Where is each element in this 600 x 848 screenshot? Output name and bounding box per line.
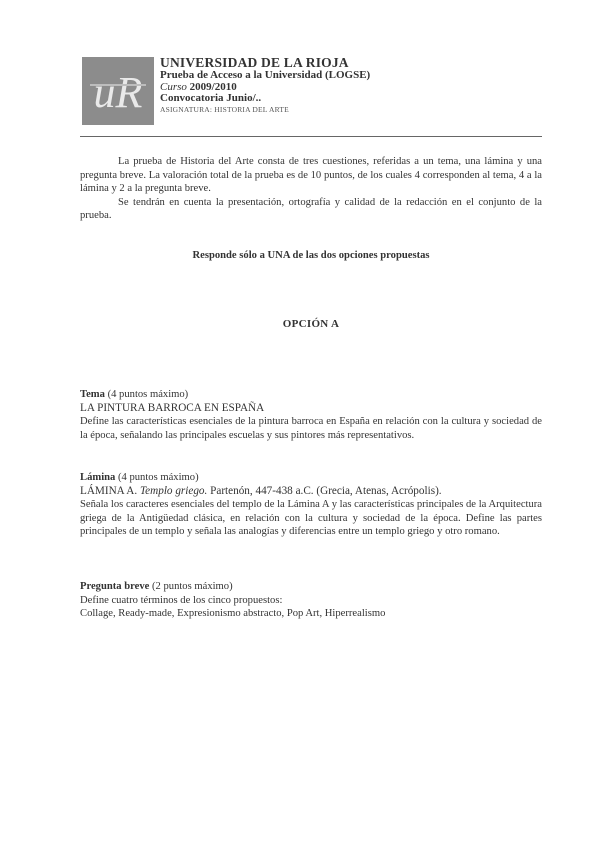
tema-heading bbox=[80, 388, 542, 402]
lamina-title bbox=[80, 485, 542, 499]
lamina-points: (4 puntos máximo) bbox=[117, 472, 199, 483]
lamina-title-rest: Partenón, 447-438 a.C. (Grecia, Atenas, Acrópolis). bbox=[210, 484, 442, 497]
pregunta-label: Pregunta breve bbox=[80, 581, 150, 592]
lamina-text: Señala los caracteres esenciales del templo de la Lámina A y las características principales de la Arquitectura griega de la Antigüedad clásica, en relación con la cultura y sociedad de la época. Define las partes principales de un templo y señala las analogías y diferencias entre un templo griego y otro romano. bbox=[80, 499, 542, 537]
intro-text bbox=[80, 155, 542, 223]
pregunta-heading bbox=[80, 580, 542, 594]
pregunta-terms: Collage, Ready-made, Expresionismo abstracto, Pop Art, Hiperrealismo bbox=[80, 608, 386, 619]
instruction: Responde sólo a UNA de las dos opciones propuestas bbox=[192, 250, 430, 261]
curso-label: Curso bbox=[160, 80, 187, 93]
lamina-section bbox=[80, 471, 542, 539]
exam-name: Prueba de Acceso a la Universidad (LOGSE) bbox=[160, 69, 371, 82]
subject-line: ASIGNATURA: HISTORIA DEL ARTE bbox=[160, 104, 289, 114]
curso-value: 2009/2010 bbox=[189, 80, 237, 93]
tema-label: Tema bbox=[80, 389, 105, 400]
logo-letters: uR bbox=[93, 68, 143, 117]
logo-mark-icon bbox=[82, 57, 154, 125]
pregunta-points: (2 puntos máximo) bbox=[152, 581, 233, 592]
pregunta-section bbox=[80, 580, 542, 621]
university-logo bbox=[82, 57, 154, 125]
university-name: UNIVERSIDAD DE LA RIOJA bbox=[160, 55, 349, 70]
tema-text: Define las características esenciales de la pintura barroca en España en relación con la cultura y sociedad de la época, señalando las principales escuelas y sus pintores más representativos. bbox=[80, 416, 542, 441]
lamina-label: Lámina bbox=[80, 472, 116, 483]
pregunta-text: Define cuatro términos de los cinco propuestos: bbox=[80, 594, 283, 606]
exam-header bbox=[160, 56, 370, 114]
intro-paragraph-2: Se tendrán en cuenta la presentación, ortografía y calidad de la redacción en el conjunto de la prueba. bbox=[80, 196, 542, 221]
convocatoria: Convocatoria Junio/.. bbox=[160, 92, 262, 105]
tema-title: LA PINTURA BARROCA EN ESPAÑA bbox=[80, 401, 265, 414]
lamina-heading bbox=[80, 471, 542, 485]
lamina-title-prefix: LÁMINA A. bbox=[80, 484, 138, 497]
header-divider bbox=[80, 136, 542, 137]
option-title: OPCIÓN A bbox=[282, 318, 340, 330]
lamina-title-italic: Templo griego. bbox=[139, 484, 208, 497]
intro-paragraph-1: La prueba de Historia del Arte consta de tres cuestiones, referidas a un tema, una lámina y una pregunta breve. La valoración total de la prueba es de 10 puntos, de los cuales 4 corresponden al tema, 4 a la lámina y 2 a la pregunta breve. bbox=[80, 156, 542, 194]
tema-section bbox=[80, 388, 542, 442]
tema-points: (4 puntos máximo) bbox=[107, 389, 189, 400]
